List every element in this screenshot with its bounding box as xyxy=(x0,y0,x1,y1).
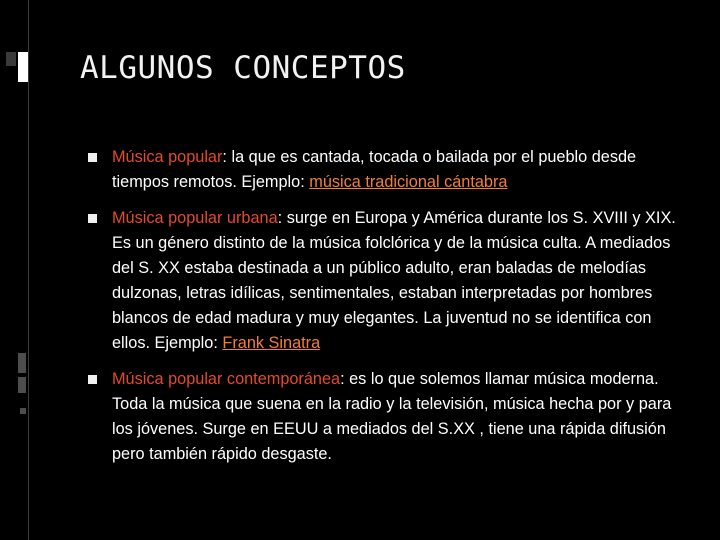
decor-square xyxy=(20,408,26,414)
decor-square xyxy=(18,377,26,393)
term-label: Música popular contemporánea xyxy=(112,370,341,388)
slide-title: ALGUNOS CONCEPTOS xyxy=(80,50,406,86)
square-bullet-icon xyxy=(88,214,97,223)
list-item xyxy=(88,367,688,467)
list-item xyxy=(88,145,688,195)
term-label: Música popular urbana xyxy=(112,209,278,227)
left-border-line xyxy=(28,0,29,540)
square-bullet-icon xyxy=(88,375,97,384)
decor-square xyxy=(18,52,28,82)
item-text: : la que es cantada, tocada o bailada por el pueblo desde tiempos remotos. Ejemplo: xyxy=(112,148,637,191)
example-link[interactable]: música tradicional cántabra xyxy=(309,173,508,191)
list-item xyxy=(88,206,688,356)
term-label: Música popular xyxy=(112,148,223,166)
decor-square xyxy=(6,52,16,66)
square-bullet-icon xyxy=(88,153,97,162)
item-text: : surge en Europa y América durante los S. XVIII y XIX. Es un género distinto de la música folclórica y de la música culta. A mediados del S. XX estaba destinada a un público adulto, eran baladas de melodías dulzonas, letras idílicas, sentimentales, estaban interpretadas por hombres blancos de edad madura y muy elegantes. La juventud no se identifica con ellos. Ejemplo: xyxy=(112,209,676,352)
bullet-list xyxy=(88,145,688,478)
item-text: : es lo que solemos llamar música moderna. Toda la música que suena en la radio y la televisión, música hecha por y para los jóvenes. Surge en EEUU a mediados del S.XX , tiene una rápida difusión pero también rápido desgaste. xyxy=(112,370,672,463)
decor-square xyxy=(18,353,26,373)
example-link[interactable]: Frank Sinatra xyxy=(222,334,321,352)
